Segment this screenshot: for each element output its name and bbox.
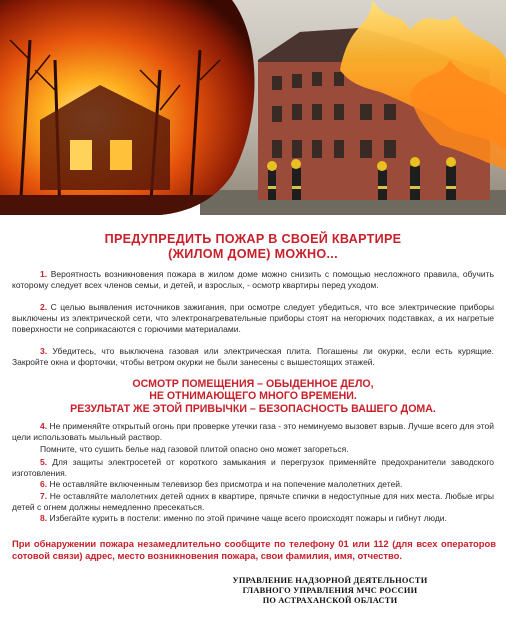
issuer-signature [170, 576, 490, 606]
tip-text: Не оставляйте малолетних детей одних в квартире, прячьте спички в недоступные для них места. Любые игры детей с огнем должны немедленно пресекаться. [12, 491, 494, 512]
slogan-line-3: РЕЗУЛЬТАТ ЖЕ ЭТОЙ ПРИВЫЧКИ – БЕЗОПАСНОСТЬ ВАШЕГО ДОМА. [70, 402, 436, 415]
remember-note: Помните, что сушить белье над газовой плитой опасно оно может загореться. [40, 444, 349, 454]
tip-number: 3. [40, 346, 48, 356]
signature-line-2: ГЛАВНОГО УПРАВЛЕНИЯ МЧС РОССИИ [242, 586, 418, 595]
tip-5 [12, 457, 494, 479]
slogan-line-2: НЕ ОТНИМАЮЩЕГО МНОГО ВРЕМЕНИ. [149, 390, 357, 403]
signature-line-1: УПРАВЛЕНИЕ НАДЗОРНОЙ ДЕЯТЕЛЬНОСТИ [232, 576, 428, 585]
tip-3 [12, 346, 494, 368]
tip-number: 6. [40, 479, 48, 489]
tip-text: Избегайте курить в постели: именно по этой причине чаще всего происходят пожары и гибнут люди. [47, 513, 447, 523]
tip-4 [12, 421, 494, 443]
hero-illustration [0, 0, 506, 215]
tip-8 [12, 513, 494, 524]
tip-number: 2. [40, 302, 48, 312]
title-line-2: (ЖИЛОМ ДОМЕ) МОЖНО... [168, 247, 338, 261]
tip-6 [12, 479, 494, 490]
tip-number: 8. [40, 513, 48, 523]
tip-text: Не оставляйте включенным телевизор без присмотра и на попечение малолетних детей. [47, 479, 403, 489]
tip-number: 1. [40, 269, 48, 279]
tip-text: С целью выявления источников зажигания, при осмотре следует убедиться, что все электрические приборы выключены из электрической сети, что электронагревательные приборы стоят на негорючих подставках, а их нагретые поверхности не соприкасаются с горючими материалами. [12, 302, 494, 334]
main-title [10, 232, 496, 262]
title-line-1: ПРЕДУПРЕДИТЬ ПОЖАР В СВОЕЙ КВАРТИРЕ [104, 232, 402, 246]
middle-slogan [8, 378, 498, 415]
tip-text: Не применяйте открытый огонь при проверке утечки газа - это неминуемо вызовет взрыв. Лучше всего для этой цели использовать мыльный раствор. [12, 421, 494, 442]
tip-text: Вероятность возникновения пожара в жилом доме можно снизить с помощью несложного правила, обучить которому следует всех членов семьи, и детей, и взрослых, - осмотр квартиры перед уходом. [12, 269, 494, 290]
slogan-line-1: ОСМОТР ПОМЕЩЕНИЯ – ОБЫДЕННОЕ ДЕЛО, [132, 378, 374, 390]
tip-text: Убедитесь, что выключена газовая или электрическая плита. Погашены ли окурки, если есть курящие. Закройте окна и форточки, чтобы ветром окурки не были занесены с вышестоящих этажей. [12, 346, 494, 367]
hero-photo-banner [0, 0, 506, 215]
signature-line-3: ПО АСТРАХАНСКОЙ ОБЛАСТИ [262, 596, 398, 605]
tip-number: 7. [40, 491, 48, 501]
tip-text: Для защиты электросетей от короткого замыкания и перегрузок применяйте предохранители заводского изготовления. [12, 457, 494, 478]
burning-house-photo [0, 0, 262, 215]
tip-number: 5. [40, 457, 48, 467]
tip-1 [12, 269, 494, 291]
tip-7 [12, 491, 494, 513]
tip-2 [12, 302, 494, 335]
tip-number: 4. [40, 421, 48, 431]
emergency-notice: При обнаружении пожара незамедлительно сообщите по телефону 01 или 112 (для всех операторов сотовой связи) адрес, место возникновения пожара, свои фамилия, имя, отчество. [12, 538, 496, 561]
